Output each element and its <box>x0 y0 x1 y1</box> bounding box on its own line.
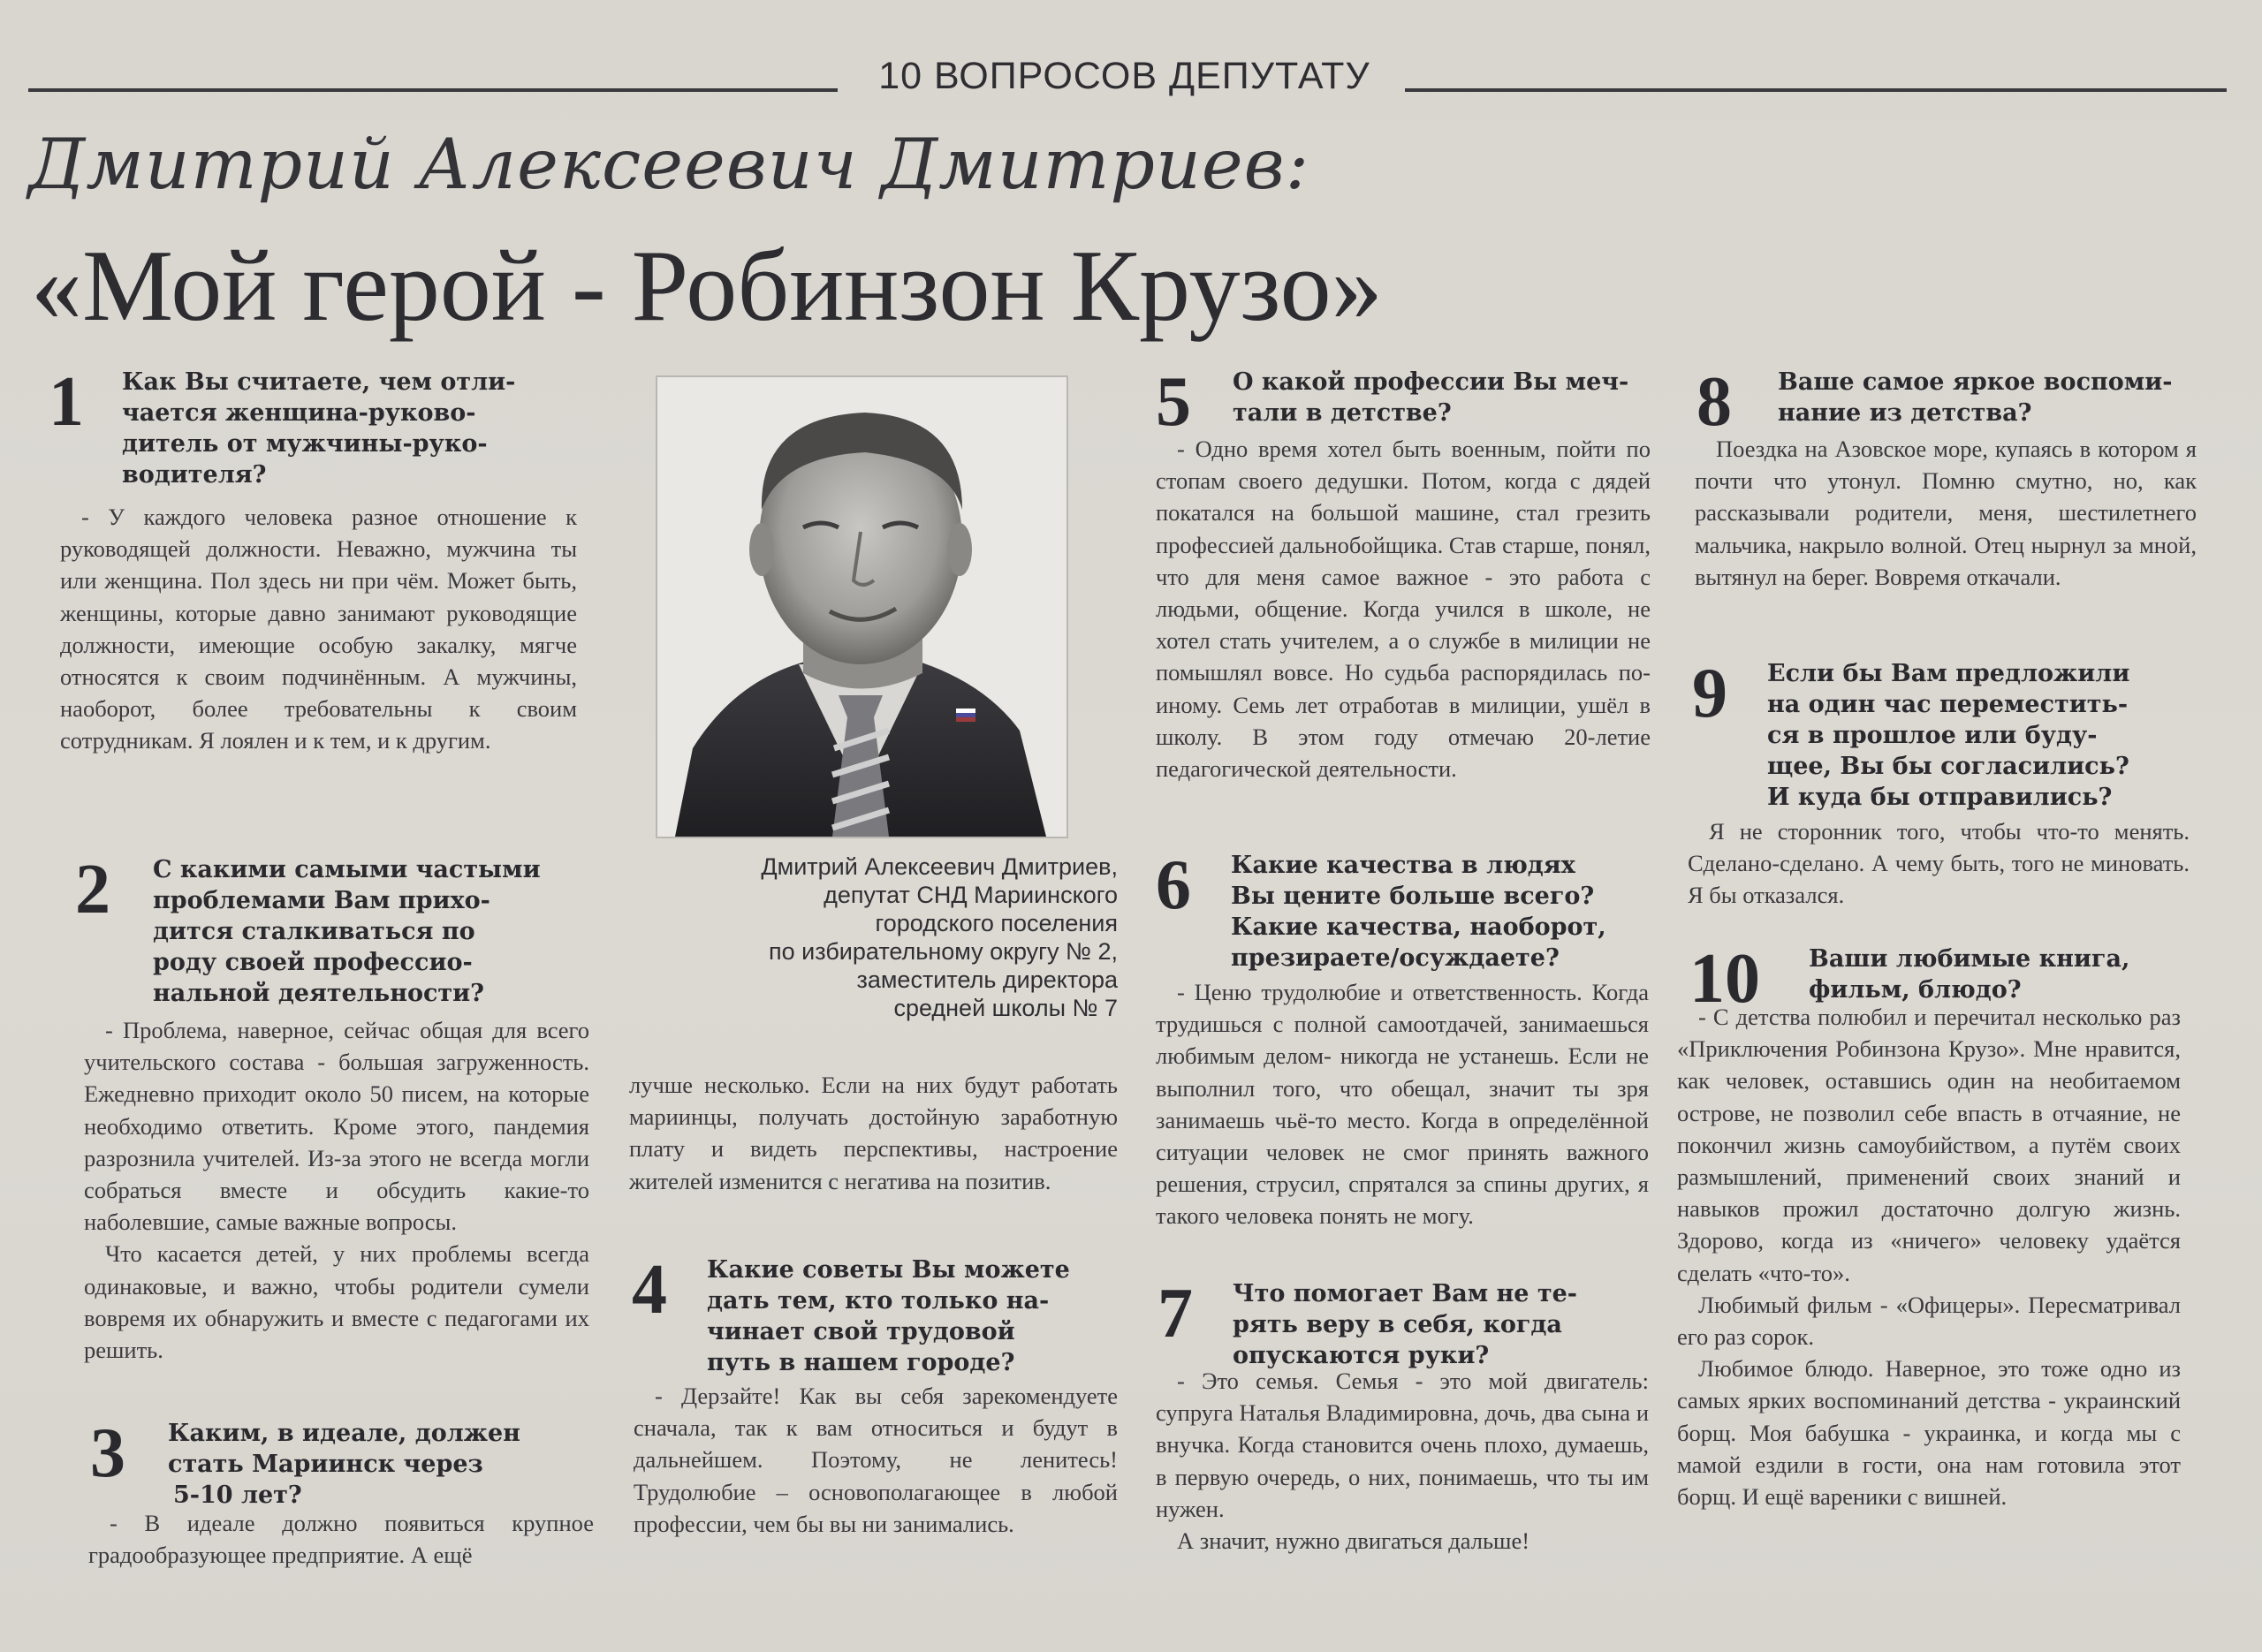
question-line: Ваше самое яркое воспоми- <box>1778 368 2173 396</box>
question-line: стать Мариинск через <box>168 1451 483 1478</box>
portrait-photo-icon <box>657 377 1066 837</box>
answer-paragraph: лучше несколько. Если на них будут работать мариинцы, получать достойную заработную плату и видеть перспективы, настроение жителей изменится с негатива на позитив. <box>629 1072 1118 1194</box>
question-7 <box>1158 1275 1688 1375</box>
caption-line: депутат СНД Мариинского <box>824 882 1118 908</box>
answer-paragraph: - Проблема, наверное, сейчас общая для всего учительского состава - большая загруженность. Ежедневно приходит около 50 писем, на которые необходимо ответить. Кроме этого, пандемия разрознила учителей. Из-за этого не всегда могли собраться вместе и обсудить какие-то наболевшие, самые важные вопросы. <box>84 1017 589 1236</box>
answer-paragraph: Что касается детей, у них проблемы всегда одинаковые, и важно, чтобы родители сумели вовремя их обнаружить и вместе с педагогами их решить. <box>84 1240 589 1364</box>
question-text <box>1231 850 1673 974</box>
question-text <box>1778 367 2228 428</box>
answer-9 <box>1688 815 2190 912</box>
question-line: на один час переместить- <box>1767 691 2129 718</box>
photo-caption <box>649 853 1118 1022</box>
question-line: Какие качества в людях <box>1231 852 1575 879</box>
caption-line: Дмитрий Алексеевич Дмитриев, <box>761 853 1118 880</box>
answer-5 <box>1156 433 1651 784</box>
question-number: 5 <box>1156 363 1191 441</box>
question-number: 2 <box>75 851 110 928</box>
question-line: фильм, блюдо? <box>1809 976 2022 1004</box>
question-line: рять веру в себя, когда <box>1233 1311 1562 1338</box>
answer-paragraph: - Дерзайте! Как вы себя зарекомендуете сначала, так к вам относиться и будут в дальнейшем. Поэтому, не ленитесь! Трудолюбие – основополагающее в любой профессии, чем бы вы ни занимались. <box>634 1383 1118 1537</box>
answer-3-continued <box>629 1069 1118 1197</box>
question-line: нание из детства? <box>1778 399 2032 427</box>
rubric-rule-left <box>28 88 838 92</box>
question-line: тали в детстве? <box>1233 399 1452 427</box>
question-9 <box>1692 655 2222 817</box>
question-line: проблемами Вам прихо- <box>153 887 490 914</box>
question-line: роду своей профессио- <box>153 949 473 976</box>
answer-paragraph: - У каждого человека разное отношение к руководящей должности. Неважно, мужчина ты или женщина. Пол здесь ни при чём. Может быть, женщины, которые давно занимают руководящие должности, имеющие особую закалку, мягче относятся к своим подчинённым. А мужчины, наоборот, более требовательны к своим сотрудникам. Я лоялен и к тем, и к другим. <box>60 504 577 754</box>
question-line: чинает свой трудовой <box>707 1318 1015 1345</box>
answer-6 <box>1156 976 1649 1232</box>
question-number: 7 <box>1158 1275 1193 1353</box>
answer-3 <box>88 1507 594 1571</box>
question-text <box>1809 943 2206 1005</box>
question-line: презираете/осуждаете? <box>1231 944 1560 972</box>
question-number: 3 <box>90 1414 125 1492</box>
question-line: чается женщина-руково- <box>122 399 476 427</box>
answer-7 <box>1156 1365 1649 1557</box>
rubric-rule-right <box>1405 88 2227 92</box>
question-line: Что помогает Вам не те- <box>1233 1280 1577 1307</box>
question-line: Какие советы Вы можете <box>707 1256 1070 1284</box>
caption-line: городского поселения <box>875 910 1118 936</box>
question-line: И куда бы отправились? <box>1767 784 2113 811</box>
answer-paragraph: - Это семья. Семья - это мой двигатель: супруга Наталья Владимировна, дочь, два сына и внучка. Когда становится очень плохо, думаешь, в первую очередь, о них, понимаешь, что ты им нужен. <box>1156 1368 1649 1522</box>
question-text <box>153 854 648 1009</box>
answer-paragraph: Я не сторонник того, чтобы что-то менять. Сделано-сделано. А чему быть, того не миновать. Я бы отказался. <box>1688 818 2190 909</box>
answer-paragraph: - С детства полюбил и перечитал несколько раз «Приключения Робинзона Крузо». Мне нравится, как человек, оставшись один на необитаемом острове, не позволил себе впасть в отчаяние, не покончил жизнь самоубийством, а путём своих размышлений, применений своих знаний и навыков прожил достаточно долгую жизнь. Здорово, когда из «ничего» человеку удаётся сделать «что-то». <box>1677 1004 2181 1286</box>
question-text <box>1233 1278 1674 1371</box>
question-1 <box>49 363 579 517</box>
caption-line: заместитель директора <box>856 966 1118 993</box>
question-number: 4 <box>632 1251 667 1329</box>
question-text <box>168 1418 645 1511</box>
question-line: С какими самыми частыми <box>153 856 541 883</box>
question-number: 10 <box>1689 940 1760 1018</box>
question-line: ся в прошлое или буду- <box>1767 722 2098 749</box>
answer-paragraph: Любимый фильм - «Офицеры». Пересматривал его раз сорок. <box>1677 1291 2181 1351</box>
question-line: путь в нашем городе? <box>707 1349 1015 1376</box>
question-3 <box>90 1414 620 1515</box>
answer-1 <box>60 501 577 757</box>
question-line: нальной деятельности? <box>153 980 484 1007</box>
question-line: 5-10 лет? <box>173 1481 302 1509</box>
question-line: дится сталкиваться по <box>153 918 475 945</box>
question-text <box>122 367 617 490</box>
question-line: Если бы Вам предложили <box>1767 660 2130 687</box>
answer-4 <box>634 1380 1118 1540</box>
answer-paragraph: Любимое блюдо. Наверное, это тоже одно из самых ярких воспоминаний детства - украинский борщ. Моя бабушка - украинка, и когда мы с мамой ездили в гости, она нам готовила этот борщ. И ещё вареники с вишней. <box>1677 1355 2181 1511</box>
question-number: 6 <box>1156 846 1191 924</box>
answer-paragraph: - Одно время хотел быть военным, пойти по стопам своего дедушки. Потом, когда с дядей покатался на большой машине, стал грезить профессией дальнобойщика. Став старше, понял, что для меня самое важное - это работа с людьми, общение. Когда учился в школе, не хотел стать учителем, а о службе в милиции не помышлял вовсе. Но судьба распорядилась по-иному. Семь лет отработав в милиции, ушёл в школу. В этом году отмечаю 20-летие педагогической деятельности. <box>1156 436 1651 783</box>
answer-paragraph: - В идеале должно появиться крупное градообразующее предприятие. А ещё <box>88 1510 594 1569</box>
question-number: 8 <box>1696 363 1732 441</box>
caption-line: средней школы № 7 <box>893 995 1118 1021</box>
question-line: дать тем, кто только на- <box>707 1287 1050 1315</box>
answer-paragraph: Поездка на Азовское море, купаясь в котором я почти что утонул. Помню смутно, но, как рассказывали родители, меня, шестилетнего мальчика, накрыло волной. Отец нырнул за мной, вытянул на берег. Вовремя откачали. <box>1695 436 2197 590</box>
question-text <box>707 1254 1131 1378</box>
question-6 <box>1156 846 1686 982</box>
question-line: О какой профессии Вы меч- <box>1233 368 1629 396</box>
question-text <box>1233 367 1674 428</box>
question-line: опускаются руки? <box>1233 1342 1490 1369</box>
answer-8 <box>1695 433 2197 593</box>
portrait-photo <box>656 375 1068 838</box>
question-line: Каким, в идеале, должен <box>168 1420 520 1447</box>
answer-paragraph: А значит, нужно двигаться дальше! <box>1177 1527 1530 1555</box>
question-line: дитель от мужчины-руко- <box>122 430 488 458</box>
question-number: 9 <box>1692 655 1727 732</box>
question-2 <box>75 851 605 1013</box>
question-line: Какие качества, наоборот, <box>1231 913 1606 941</box>
caption-line: по избирательному округу № 2, <box>769 938 1118 965</box>
answer-2 <box>84 1014 589 1366</box>
quote-headline: «Мой герой - Робинзон Крузо» <box>31 230 1383 343</box>
question-line: щее, Вы бы согласились? <box>1767 753 2129 780</box>
question-line: Вы цените больше всего? <box>1231 883 1595 910</box>
answer-10 <box>1677 1001 2181 1512</box>
question-text <box>1767 658 2227 813</box>
person-name-heading: Дмитрий Алексеевич Дмитриев: <box>28 124 1310 205</box>
answer-paragraph: - Ценю трудолюбие и ответственность. Когда трудишься с полной самоотдачей, занимаешься любимым делом- никогда не устанешь. Если не выполнил того, что обещал, значит ты зря занимаешь чьё-то место. Когда в определённой ситуации человек не смог принять важного решения, струсил, спрятался за спины других, я такого человека понять не могу. <box>1156 979 1649 1230</box>
question-number: 1 <box>49 363 84 441</box>
question-4 <box>632 1251 1127 1387</box>
question-line: Как Вы считаете, чем отли- <box>122 368 516 396</box>
rubric-title: 10 ВОПРОСОВ ДЕПУТАТУ <box>878 55 1370 97</box>
question-line: Ваши любимые книга, <box>1809 945 2130 973</box>
question-line: водителя? <box>122 461 267 489</box>
